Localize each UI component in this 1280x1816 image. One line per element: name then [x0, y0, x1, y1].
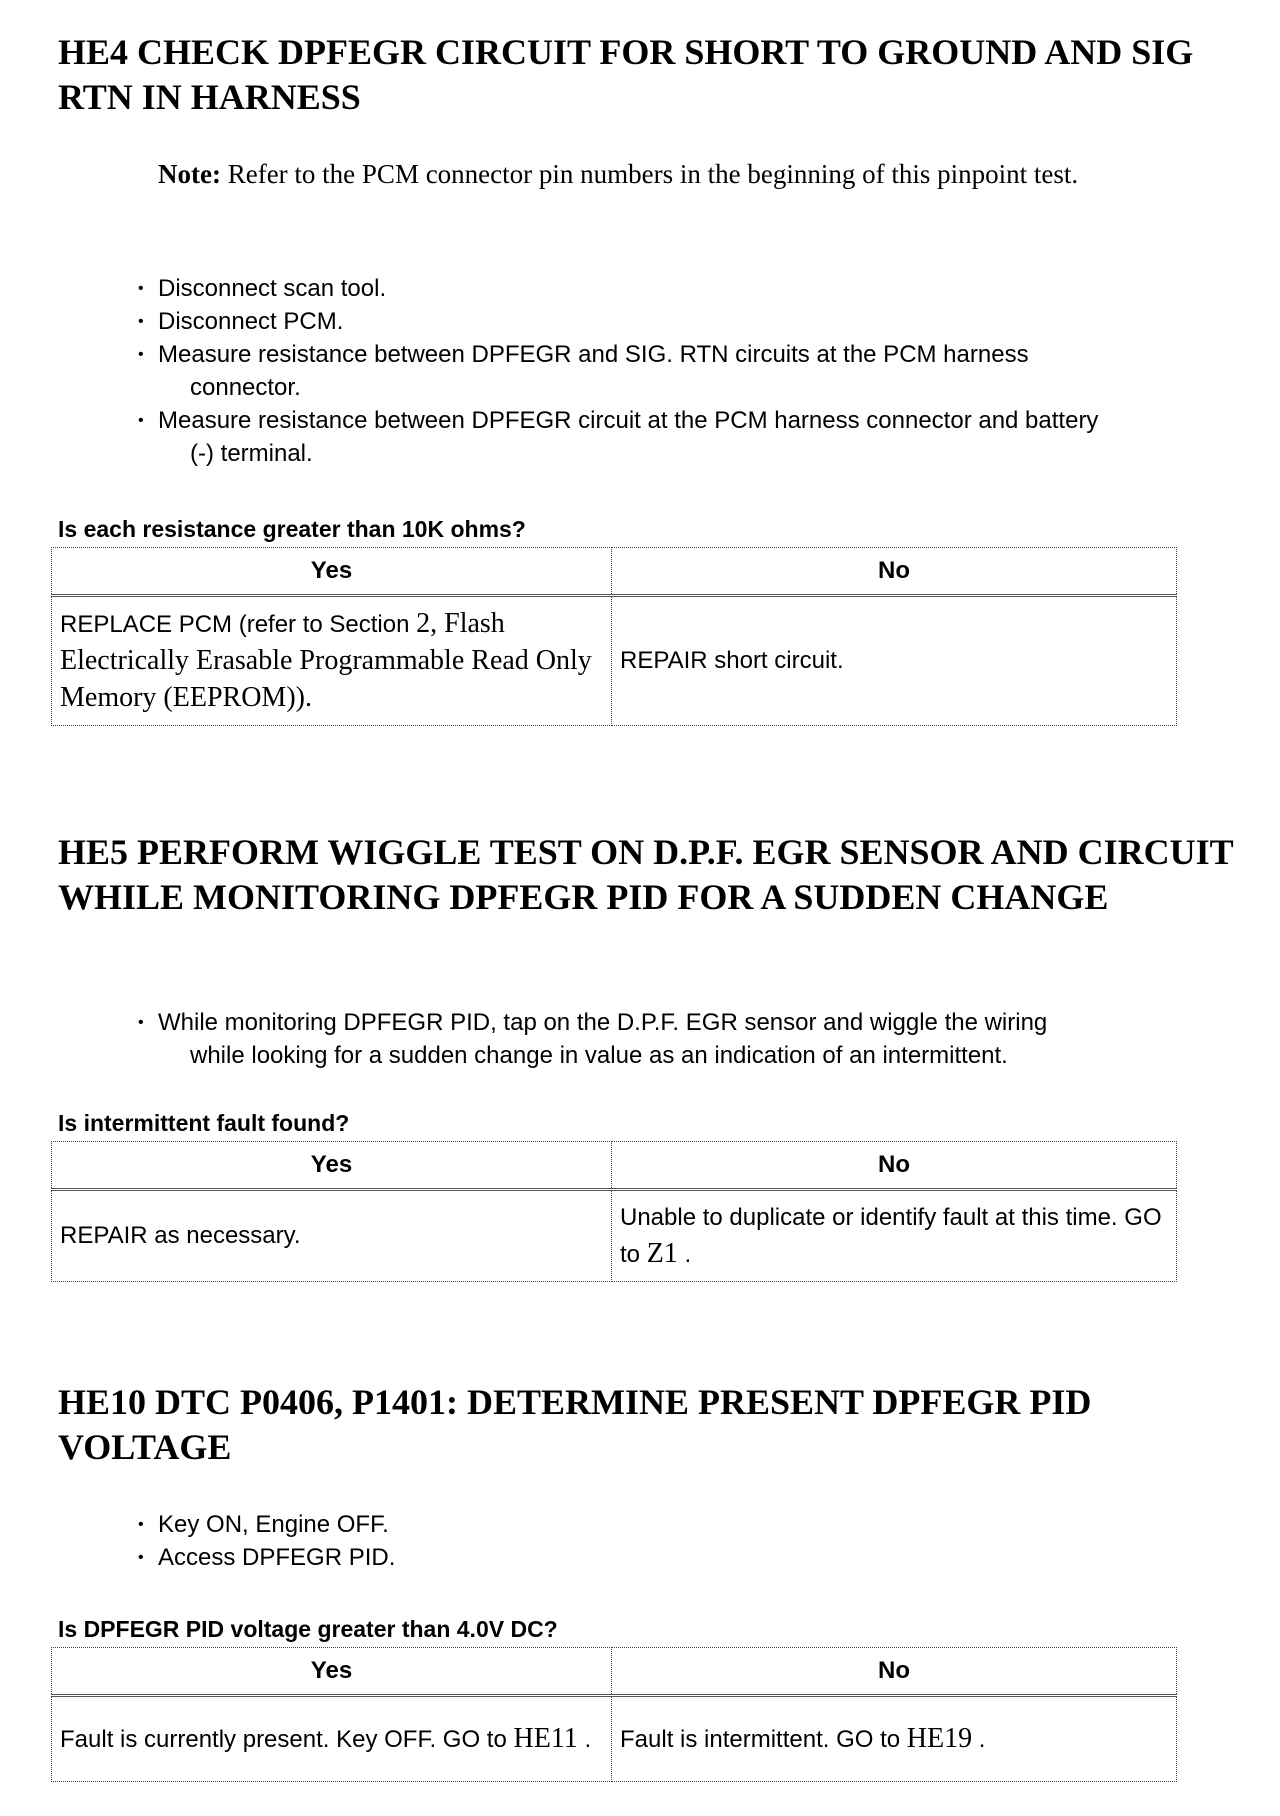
list-item: • While monitoring DPFEGR PID, tap on the D.P.F. EGR sensor and wiggle the wiring while looking for a sudden change in value as an indication of an intermittent. — [138, 1006, 1268, 1072]
bullet-list — [138, 1508, 1268, 1574]
question: Is DPFEGR PID voltage greater than 4.0V DC? — [58, 1616, 558, 1642]
yes-no-table — [51, 1647, 1177, 1782]
yes-header: Yes — [52, 1648, 612, 1696]
goto-link[interactable]: Z1 — [646, 1237, 678, 1269]
list-item: • Key ON, Engine OFF. — [138, 1508, 1268, 1541]
no-cell: REPAIR short circuit. — [612, 596, 1177, 726]
list-item: • Disconnect scan tool. — [138, 272, 1268, 305]
bullet-icon: • — [138, 1014, 144, 1031]
bullet-icon: • — [138, 313, 144, 330]
yes-cell: REPLACE PCM (refer to Section 2, Flash Electrically Erasable Programmable Read Only Memory (EEPROM)). — [52, 596, 612, 726]
bullet-icon: • — [138, 1549, 144, 1566]
bullet-list — [138, 272, 1268, 470]
goto-link[interactable]: HE19 — [906, 1722, 973, 1754]
bullet-icon: • — [138, 412, 144, 429]
no-cell: Fault is intermittent. GO to HE19 . — [612, 1696, 1177, 1782]
bullet-icon: • — [138, 346, 144, 363]
yes-header: Yes — [52, 1142, 612, 1190]
list-item: • Access DPFEGR PID. — [138, 1541, 1268, 1574]
yes-cell: Fault is currently present. Key OFF. GO to HE11 . — [52, 1696, 612, 1782]
note — [158, 156, 1248, 193]
no-header: No — [612, 1648, 1177, 1696]
note-label: Note: — [158, 159, 221, 189]
yes-cell: REPAIR as necessary. — [52, 1190, 612, 1282]
step-he5 — [58, 830, 1238, 920]
list-item: • Disconnect PCM. — [138, 305, 1268, 338]
bullet-icon: • — [138, 280, 144, 297]
question: Is intermittent fault found? — [58, 1110, 350, 1136]
question: Is each resistance greater than 10K ohms? — [58, 516, 526, 542]
no-cell: Unable to duplicate or identify fault at this time. GO to Z1 . — [612, 1190, 1177, 1282]
list-item: • Measure resistance between DPFEGR circuit at the PCM harness connector and battery (-) terminal. — [138, 404, 1268, 470]
no-header: No — [612, 1142, 1177, 1190]
bullet-icon: • — [138, 1516, 144, 1533]
yes-header: Yes — [52, 548, 612, 596]
note-text: Refer to the PCM connector pin numbers in the beginning of this pinpoint test. — [220, 159, 1079, 189]
step-title: HE10 DTC P0406, P1401: DETERMINE PRESENT DPFEGR PID VOLTAGE — [58, 1382, 1092, 1467]
yes-no-table — [51, 547, 1177, 726]
list-item: • Measure resistance between DPFEGR and SIG. RTN circuits at the PCM harness connector. — [138, 338, 1268, 404]
bullet-list — [138, 1006, 1268, 1072]
step-he10 — [58, 1380, 1238, 1470]
no-header: No — [612, 548, 1177, 596]
yes-no-table — [51, 1141, 1177, 1282]
goto-link[interactable]: HE11 — [513, 1722, 578, 1754]
step-he4 — [58, 30, 1238, 193]
step-title: HE5 PERFORM WIGGLE TEST ON D.P.F. EGR SENSOR AND CIRCUIT WHILE MONITORING DPFEGR PID FOR A SUDDEN CHANGE — [58, 832, 1233, 917]
step-title: HE4 CHECK DPFEGR CIRCUIT FOR SHORT TO GROUND AND SIG RTN IN HARNESS — [58, 32, 1194, 117]
